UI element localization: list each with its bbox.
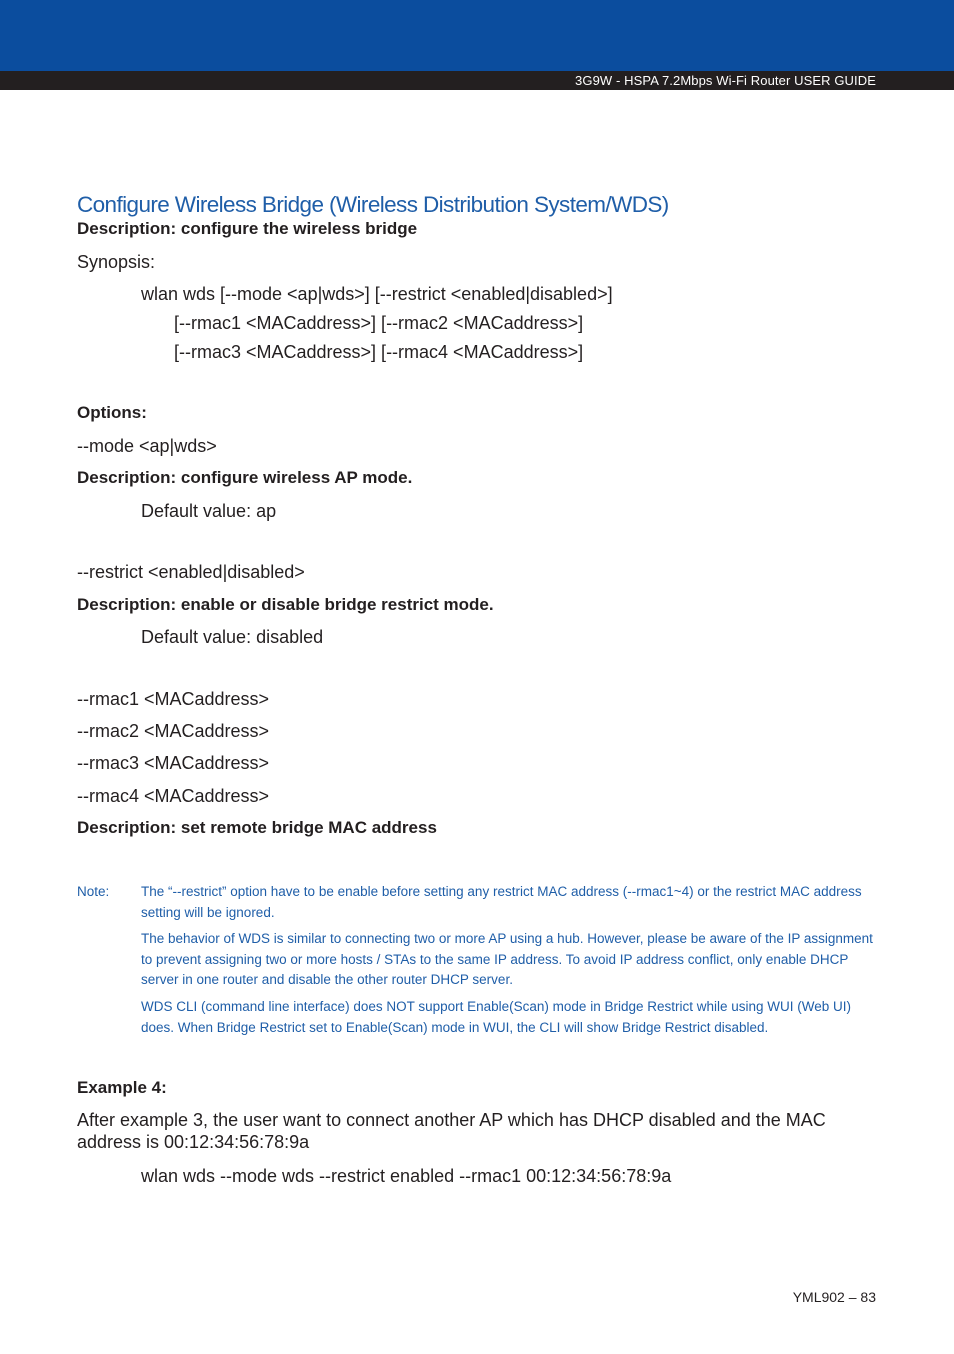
- synopsis-line: [--rmac1 <MACaddress>] [--rmac2 <MACaddress>]: [174, 313, 584, 333]
- note-paragraph: WDS CLI (command line interface) does NOT support Enable(Scan) mode in Bridge Restrict while using WUI (Web UI) does. When Bridge Restrict set to Enable(Scan) mode in WUI, the CLI will show Bridge Restrict disabled.: [141, 999, 852, 1035]
- guide-title: 3G9W - HSPA 7.2Mbps Wi-Fi Router USER GUIDE: [575, 73, 876, 88]
- rmac-description: Description: set remote bridge MAC address: [77, 818, 437, 837]
- synopsis-label: Synopsis:: [77, 252, 156, 272]
- example-command: wlan wds --mode wds --restrict enabled --rmac1 00:12:34:56:78:9a: [141, 1166, 672, 1186]
- example-text: After example 3, the user want to connect another AP which has DHCP disabled and the MAC address is 00:12:34:56:78:9a: [77, 1110, 826, 1152]
- header-band: [0, 0, 954, 71]
- options-label: Options:: [77, 403, 147, 422]
- rmac-flag: --rmac1 <MACaddress>: [77, 689, 270, 709]
- rmac-flag: --rmac3 <MACaddress>: [77, 753, 270, 773]
- note-label: Note:: [77, 884, 110, 899]
- section-title: Configure Wireless Bridge (Wireless Distribution System/WDS): [77, 192, 669, 217]
- rmac-flag: --rmac2 <MACaddress>: [77, 721, 270, 741]
- option-default: Default value: ap: [141, 501, 277, 521]
- section-description: Description: configure the wireless bridge: [77, 219, 418, 238]
- synopsis-line: [--rmac3 <MACaddress>] [--rmac4 <MACaddress>]: [174, 342, 584, 362]
- note-paragraph: The “--restrict” option have to be enable before setting any restrict MAC address (--rmac1~4) or the restrict MAC address setting will be ignored.: [141, 884, 862, 920]
- option-flag: --mode <ap|wds>: [77, 436, 217, 456]
- example-label: Example 4:: [77, 1078, 167, 1097]
- option-description: Description: configure wireless AP mode.: [77, 468, 413, 487]
- option-flag: --restrict <enabled|disabled>: [77, 562, 305, 582]
- option-description: Description: enable or disable bridge restrict mode.: [77, 595, 494, 614]
- synopsis-line: wlan wds [--mode <ap|wds>] [--restrict <enabled|disabled>]: [141, 284, 613, 304]
- page-number: YML902 – 83: [792, 1289, 876, 1305]
- note-paragraph: The behavior of WDS is similar to connecting two or more AP using a hub. However, please be aware of the IP assignment to prevent assigning two or more hosts / STAs to the same IP address. To avoid IP address conflict, only enable DHCP server in one router and disable the other router DHCP server.: [141, 931, 873, 987]
- option-default: Default value: disabled: [141, 627, 324, 647]
- rmac-flag: --rmac4 <MACaddress>: [77, 786, 270, 806]
